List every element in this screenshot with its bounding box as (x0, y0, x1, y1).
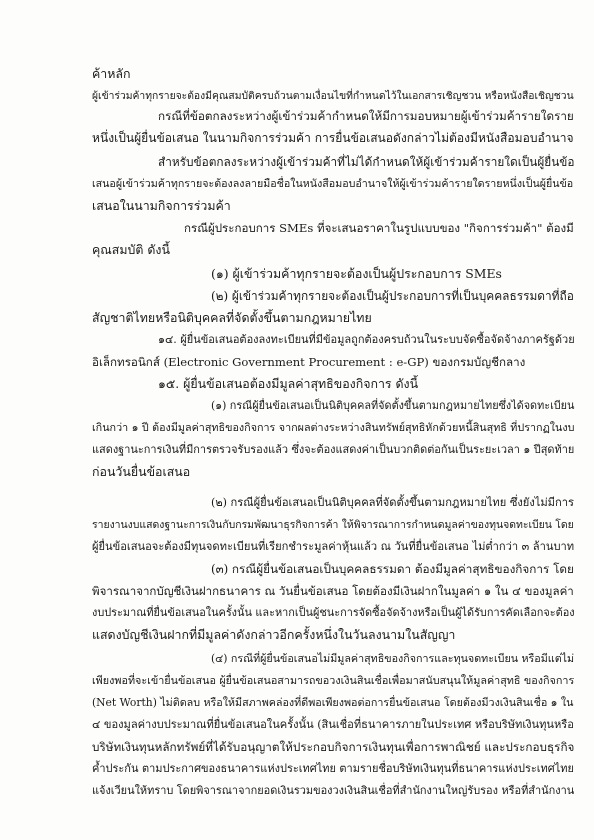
text-line: (๑) กรณีผู้ยื่นข้อเสนอเป็นนิติบุคคลที่จัดตั้งขึ้นตามกฎหมายไทยซึ่งได้จดทะเบียน (211, 399, 575, 412)
text-line: เสนอผู้เข้าร่วมค้าทุกรายจะต้องลงลายมือชื่อในหนังสือมอบอำนาจให้ผู้เข้าร่วมค้ารายใดรายหนึ่งเป็นผู้ยื่นข้อ (92, 177, 574, 190)
text-line: รายงานงบแสดงฐานะการเงินกับกรมพัฒนาธุรกิจการค้า ให้พิจารณาการกำหนดมูลค่าของทุนจดทะเบียน โดย (92, 519, 574, 531)
text-line: ผู้ยื่นข้อเสนอจะต้องมีทุนจดทะเบียนที่เรียกชำระมูลค่าหุ้นแล้ว ณ วันที่ยื่นข้อเสนอ ไม่ต่ำกว่า ๓ ล้านบาท (92, 540, 575, 553)
text-line: (๓) กรณีผู้ยื่นข้อเสนอเป็นบุคคลธรรมดา ต้องมีมูลค่าสุทธิของกิจการ โดย (211, 562, 574, 576)
text-line: เพียงพอที่จะเข้ายื่นข้อเสนอ ผู้ยื่นข้อเสนอสามารถขอวงเงินสินเชื่อเพื่อมาสนับสนุนให้มูลค่าสุทธิ ของกิจการ (92, 674, 575, 687)
text-line: (Net Worth) ไม่ติดลบ หรือให้มีสภาพคล่องที่ดีพอเพียงพอต่อการยื่นข้อเสนอ โดยต้องมีวงเงินสินเชื่อ ๑ ใน (92, 696, 574, 709)
text-line: ผู้เข้าร่วมค้าทุกรายจะต้องมีคุณสมบัติครบถ้วนตามเงื่อนไขที่กำหนดไว้ในเอกสารเชิญชวน หรือหนังสือเชิญชวน (92, 90, 574, 102)
text-line: แจ้งเวียนให้ทราบ โดยพิจารณาจากยอดเงินรวมของวงเงินสินเชื่อที่สำนักงานใหญ่รับรอง หรือที่สำนักงาน (92, 784, 575, 797)
text-line: ก่อนวันยื่นข้อเสนอ (92, 464, 191, 479)
text-line: ๑๕. ผู้ยื่นข้อเสนอต้องมีมูลค่าสุทธิของกิจการ ดังนี้ (158, 376, 419, 391)
text-line: เสนอในนามกิจการร่วมค้า (92, 198, 231, 213)
text-line: ๔ ของมูลค่างบประมาณที่ยื่นข้อเสนอในครั้งนั้น (สินเชื่อที่ธนาคารภายในประเทศ หรือบริษัทเงินทุนหรือ (92, 718, 574, 731)
text-line: กรณีที่ข้อตกลงระหว่างผู้เข้าร่วมค้ากำหนดให้มีการมอบหมายผู้เข้าร่วมค้ารายใดราย (158, 109, 574, 123)
text-line: หนึ่งเป็นผู้ยื่นข้อเสนอ ในนามกิจการร่วมค้า การยื่นข้อเสนอดังกล่าวไม่ต้องมีหนังสือมอบอำนาจ (92, 131, 574, 145)
text-line: งบประมาณที่ยื่นข้อเสนอในครั้งนั้น และหากเป็นผู้ชนะการจัดซื้อจัดจ้างหรือเป็นผู้ได้รับการคัดเลือกจะต้อง (92, 606, 575, 619)
text-line: พิจารณาจากบัญชีเงินฝากธนาคาร ณ วันยื่นข้อเสนอ โดยต้องมีเงินฝากในมูลค่า ๑ ใน ๔ ของมูลค่า (92, 584, 574, 598)
text-line: ค้าหลัก (92, 66, 131, 81)
text-line: (๒) กรณีผู้ยื่นข้อเสนอเป็นนิติบุคคลที่จัดตั้งขึ้นตามกฎหมายไทย ซึ่งยังไม่มีการ (211, 496, 574, 509)
text-line: แสดงบัญชีเงินฝากที่มีมูลค่าดังกล่าวอีกครั้งหนึ่งในวันลงนามในสัญญา (92, 627, 456, 642)
text-line: สัญชาติไทยหรือนิติบุคคลที่จัดตั้งขึ้นตามกฎหมายไทย (92, 310, 372, 325)
text-line: (๑) ผู้เข้าร่วมค้าทุกรายจะต้องเป็นผู้ประกอบการ SMEs (211, 266, 502, 281)
text-line: ๑๔. ผู้ยื่นข้อเสนอต้องลงทะเบียนที่มีข้อมูลถูกต้องครบถ้วนในระบบจัดซื้อจัดจ้างภาครัฐด้วย (158, 333, 575, 346)
text-line: อิเล็กทรอนิกส์ (Electronic Government Procurement : e-GP) ของกรมบัญชีกลาง (92, 355, 526, 369)
text-line: คุณสมบัติ ดังนี้ (92, 242, 170, 257)
text-line: (๒) ผู้เข้าร่วมค้าทุกรายจะต้องเป็นผู้ประกอบการที่เป็นบุคคลธรรมดาที่ถือ (211, 289, 574, 303)
text-line: เกินกว่า ๑ ปี ต้องมีมูลค่าสุทธิของกิจการ จากผลต่างระหว่างสินทรัพย์สุทธิหักด้วยหนี้สินสุทธิ ที่ปรากฏในงบ (92, 421, 575, 434)
text-line: แสดงฐานะการเงินที่มีการตรวจรับรองแล้ว ซึ่งจะต้องแสดงค่าเป็นบวกติดต่อกันเป็นระยะเวลา ๑ ปีสุดท้าย (92, 443, 575, 456)
text-line: สำหรับข้อตกลงระหว่างผู้เข้าร่วมค้าที่ไม่ได้กำหนดให้ผู้เข้าร่วมค้ารายใดเป็นผู้ยื่นข้อ (158, 155, 575, 169)
text-line: ค้ำประกัน ตามประกาศของธนาคารแห่งประเทศไทย ตามรายชื่อบริษัทเงินทุนที่ธนาคารแห่งประเทศไทย (92, 762, 574, 775)
text-line: (๔) กรณีที่ผู้ยื่นข้อเสนอไม่มีมูลค่าสุทธิของกิจการและทุนจดทะเบียน หรือมีแต่ไม่ (211, 652, 575, 665)
text-line: กรณีผู้ประกอบการ SMEs ที่จะเสนอราคาในรูปแบบของ "กิจการร่วมค้า" ต้องมี (184, 221, 574, 235)
text-line: บริษัทเงินทุนหลักทรัพย์ที่ได้รับอนุญาตให้ประกอบกิจการเงินทุนเพื่อการพาณิชย์ และประกอบธุรกิจ (92, 740, 575, 754)
